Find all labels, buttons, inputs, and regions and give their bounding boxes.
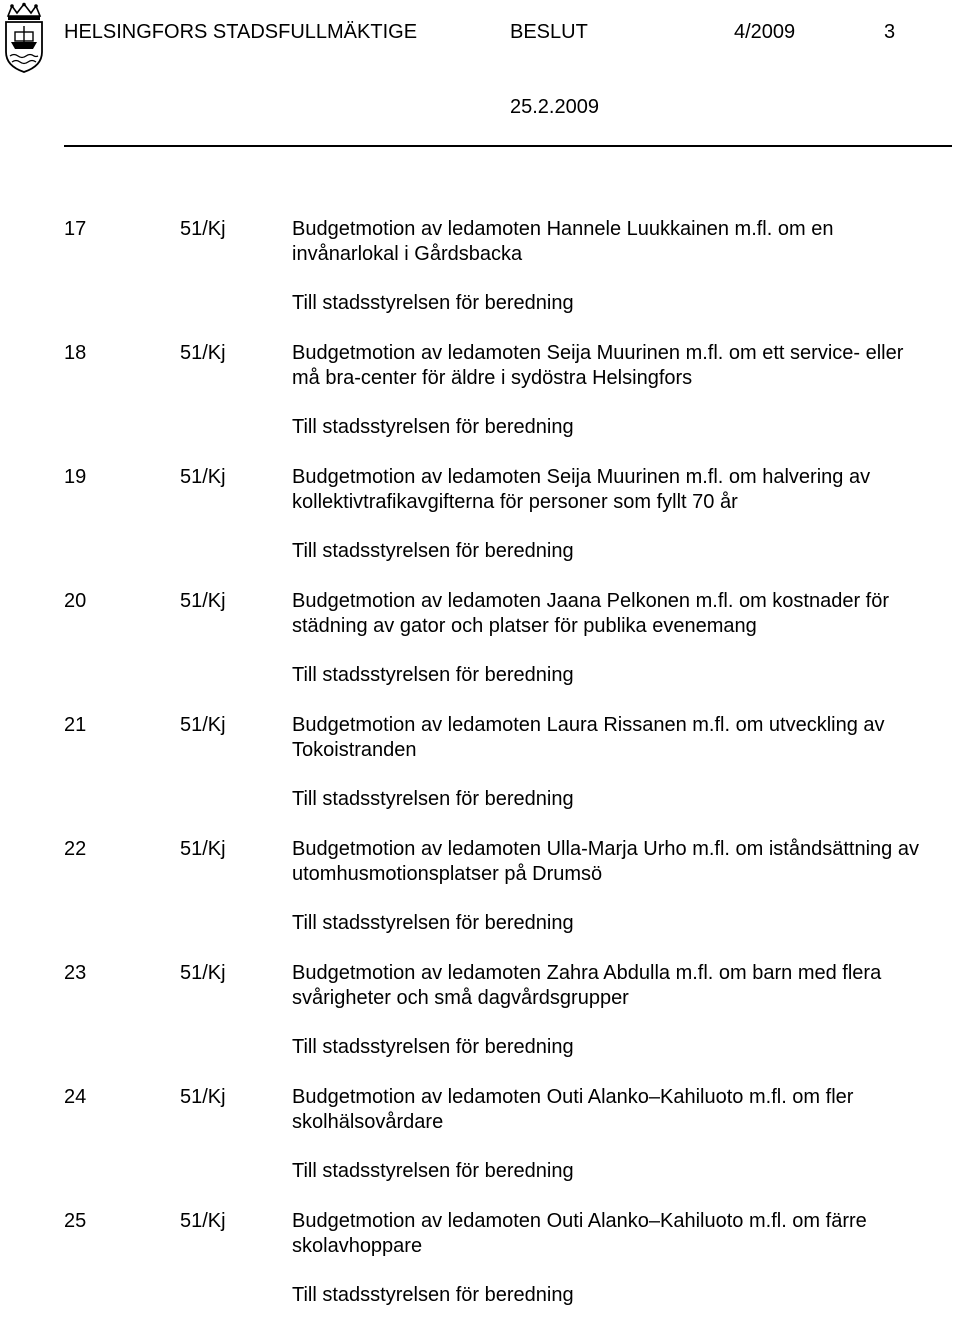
item-number: 20 (64, 590, 87, 612)
agenda-item (64, 837, 956, 961)
item-number: 24 (64, 1086, 87, 1108)
item-code: 51/Kj (180, 342, 226, 364)
item-number: 21 (64, 714, 87, 736)
item-code: 51/Kj (180, 1086, 226, 1108)
item-title-line: Budgetmotion av ledamoten Hannele Luukkainen m.fl. om en (292, 218, 834, 240)
item-number: 18 (64, 342, 87, 364)
item-title-line: Budgetmotion av ledamoten Outi Alanko–Kahiluoto m.fl. om fler (292, 1086, 854, 1108)
item-action: Till stadsstyrelsen för beredning (292, 540, 574, 562)
document-date: 25.2.2009 (510, 96, 599, 118)
item-code: 51/Kj (180, 1210, 226, 1232)
item-title (292, 589, 956, 639)
item-title-line: Budgetmotion av ledamoten Seija Muurinen m.fl. om halvering av (292, 466, 871, 488)
item-title-line: svårigheter och små dagvårdsgrupper (292, 987, 629, 1009)
header-divider (64, 145, 952, 147)
item-title-line: städning av gator och platser för publika evenemang (292, 615, 757, 637)
document-number: 4/2009 (734, 21, 796, 43)
page-number: 3 (884, 21, 896, 43)
item-title (292, 465, 956, 515)
agenda-item (64, 713, 956, 837)
item-title-line: Budgetmotion av ledamoten Outi Alanko–Kahiluoto m.fl. om färre (292, 1210, 867, 1232)
item-title (292, 217, 956, 267)
organization-name: HELSINGFORS STADSFULLMÄKTIGE (64, 21, 418, 43)
agenda-item (64, 341, 956, 465)
item-title-line: Tokoistranden (292, 739, 417, 761)
item-title-line: Budgetmotion av ledamoten Ulla-Marja Urho m.fl. om iståndsättning av (292, 838, 919, 860)
item-number: 17 (64, 218, 87, 240)
item-title (292, 713, 956, 763)
item-code: 51/Kj (180, 962, 226, 984)
agenda-list (64, 217, 956, 1333)
item-title-line: skolhälsovårdare (292, 1111, 444, 1133)
item-action: Till stadsstyrelsen för beredning (292, 292, 574, 314)
item-action: Till stadsstyrelsen för beredning (292, 1284, 574, 1306)
item-title-line: invånarlokal i Gårdsbacka (292, 243, 523, 265)
item-action: Till stadsstyrelsen för beredning (292, 1036, 574, 1058)
item-code: 51/Kj (180, 466, 226, 488)
agenda-item (64, 465, 956, 589)
item-title-line: skolavhoppare (292, 1235, 423, 1257)
agenda-item (64, 1085, 956, 1209)
item-title-line: Budgetmotion av ledamoten Jaana Pelkonen m.fl. om kostnader för (292, 590, 890, 612)
item-code: 51/Kj (180, 714, 226, 736)
item-title (292, 837, 956, 887)
item-code: 51/Kj (180, 218, 226, 240)
agenda-item (64, 217, 956, 341)
item-action: Till stadsstyrelsen för beredning (292, 664, 574, 686)
item-number: 25 (64, 1210, 87, 1232)
agenda-item (64, 589, 956, 713)
item-title (292, 961, 956, 1011)
item-title (292, 341, 956, 391)
item-title (292, 1209, 956, 1259)
item-title (292, 1085, 956, 1135)
item-title-line: utomhusmotionsplatser på Drumsö (292, 863, 603, 885)
document-type: BESLUT (510, 21, 588, 43)
item-title-line: må bra-center för äldre i sydöstra Helsingfors (292, 367, 693, 389)
item-action: Till stadsstyrelsen för beredning (292, 788, 574, 810)
item-title-line: Budgetmotion av ledamoten Zahra Abdulla m.fl. om barn med flera (292, 962, 882, 984)
item-title-line: Budgetmotion av ledamoten Seija Muurinen m.fl. om ett service- eller (292, 342, 904, 364)
item-code: 51/Kj (180, 590, 226, 612)
agenda-item (64, 1209, 956, 1333)
item-title-line: kollektivtrafikavgifterna för personer som fyllt 70 år (292, 491, 738, 513)
item-number: 22 (64, 838, 87, 860)
agenda-item (64, 961, 956, 1085)
item-title-line: Budgetmotion av ledamoten Laura Rissanen m.fl. om utveckling av (292, 714, 885, 736)
item-number: 23 (64, 962, 87, 984)
item-action: Till stadsstyrelsen för beredning (292, 416, 574, 438)
item-action: Till stadsstyrelsen för beredning (292, 1160, 574, 1182)
helsinki-coat-of-arms-icon (2, 2, 46, 74)
item-action: Till stadsstyrelsen för beredning (292, 912, 574, 934)
item-number: 19 (64, 466, 87, 488)
item-code: 51/Kj (180, 838, 226, 860)
